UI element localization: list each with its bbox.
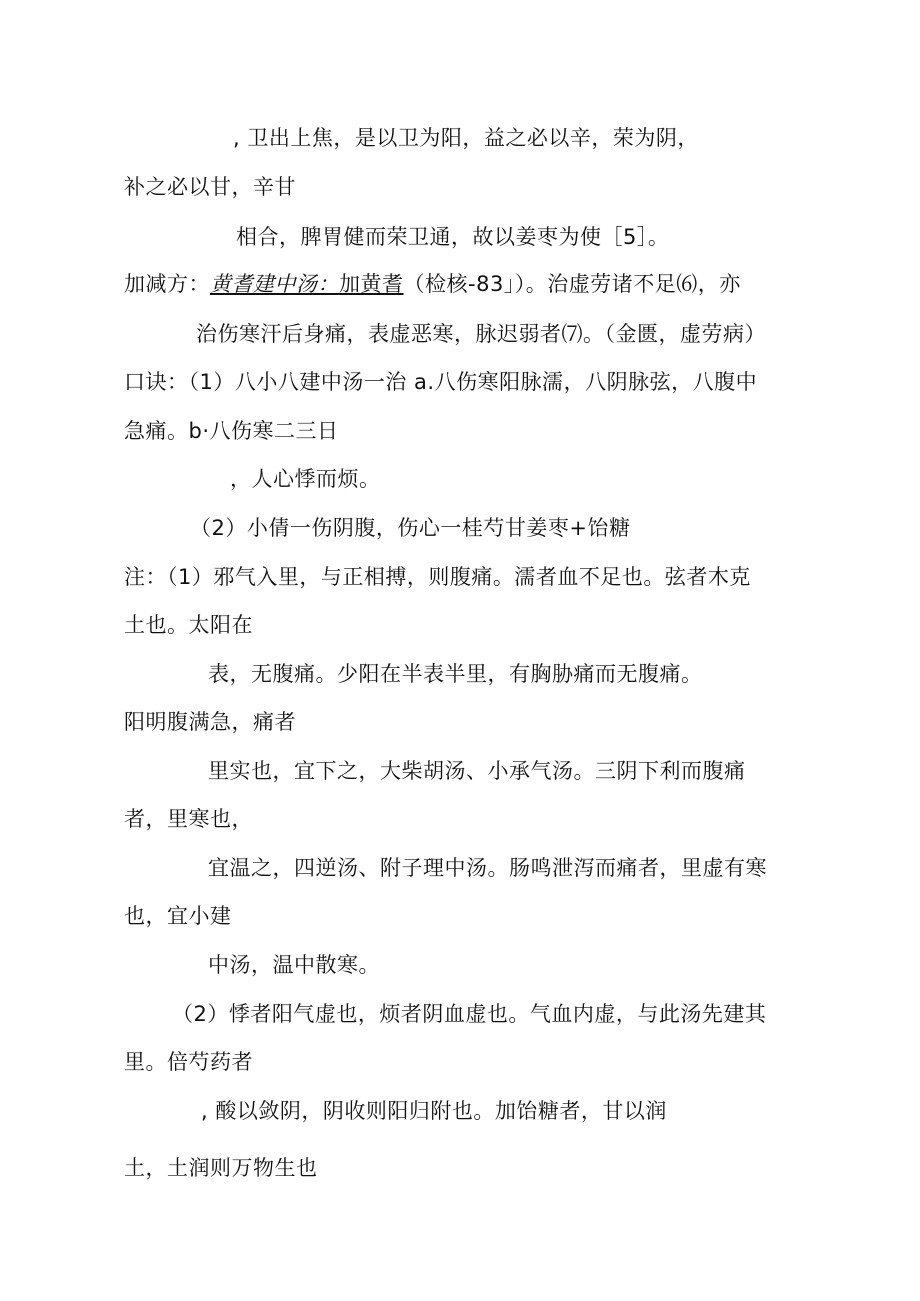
text-line: 相合，脾胃健而荣卫通，故以姜枣为使［5］。 [236,225,670,249]
text-line: 里。倍芍药者 [124,1050,253,1074]
text-line: 土也。太阳在 [124,613,253,637]
text-line: 急痛。b·八伤寒二三日 [124,419,339,443]
text-line: , 卫出上焦，是以卫为阳，益之必以辛，荣为阴， [233,126,699,150]
text-line: 也，宜小建 [124,904,232,928]
text-line: 注：（1）邪气入里，与正相搏，则腹痛。濡者血不足也。弦者木克 [124,565,751,589]
text-line: 阳明腹满急，痛者 [124,710,296,734]
text-line: ，人心悸而烦。 [230,467,381,491]
text-line: （2）悸者阳气虚也，烦者阴血虚也。气血内虚，与此汤先建其 [172,1002,767,1026]
text-line: 表，无腹痛。少阳在半表半里，有胸胁痛而无腹痛。 [208,662,703,686]
text-line: 里实也，宜下之，大柴胡汤、小承气汤。三阴下利而腹痛 [208,759,746,783]
formula-name: 黄耆建中汤： [210,272,339,296]
text-line: 治伤寒汗后身痛，表虚恶寒，脉迟弱者⑺。（金匮，虚劳病） [196,322,766,346]
text-line-with-formula [124,271,741,297]
text-line: （2）小倩一伤阴腹，伤心一桂芍甘姜枣+饴糖 [190,516,631,540]
formula-addition: 加黄耆 [339,272,404,296]
text-line: 宜温之，四逆汤、附子理中汤。肠鸣泄泻而痛者，里虚有寒 [208,856,767,880]
text-line: 中汤，温中散寒。 [208,953,380,977]
line-prefix: 加减方： [124,272,210,296]
text-line: , 酸以敛阴，阴收则阳归附也。加饴糖者，甘以润 [201,1099,667,1123]
text-line: 土，土润则万物生也 [124,1156,318,1180]
text-line: 补之必以甘，辛甘 [124,175,296,199]
line-suffix: （检核-83」）。治虚劳诸不足⑹，亦 [403,272,741,296]
text-line: 者，里寒也， [124,807,253,831]
text-line: 口诀：（1）八小八建中汤一治 a.八伤寒阳脉濡，八阴脉弦，八腹中 [124,370,758,394]
